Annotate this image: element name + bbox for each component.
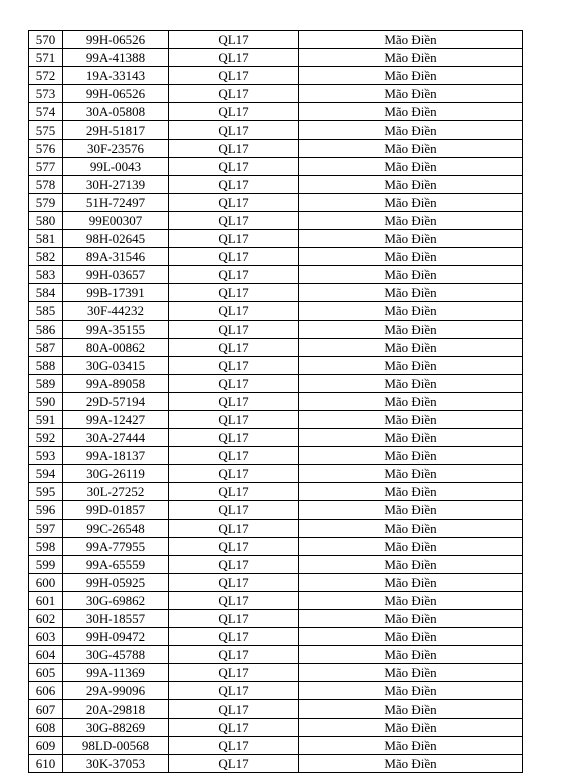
- route-cell: QL17: [169, 483, 299, 501]
- route-cell: QL17: [169, 338, 299, 356]
- route-cell: QL17: [169, 175, 299, 193]
- route-cell: QL17: [169, 248, 299, 266]
- table-row: [29, 700, 523, 718]
- route-cell: QL17: [169, 573, 299, 591]
- plate-number-cell: 29H-51817: [63, 121, 169, 139]
- table-body: [29, 31, 523, 773]
- table-row: [29, 754, 523, 772]
- route-cell: QL17: [169, 628, 299, 646]
- route-cell: QL17: [169, 429, 299, 447]
- route-cell: QL17: [169, 211, 299, 229]
- plate-number-cell: 99A-77955: [63, 537, 169, 555]
- location-cell: Mão Điền: [299, 230, 523, 248]
- route-cell: QL17: [169, 320, 299, 338]
- location-cell: Mão Điền: [299, 610, 523, 628]
- plate-number-cell: 30H-18557: [63, 610, 169, 628]
- row-number-cell: 608: [29, 718, 63, 736]
- route-cell: QL17: [169, 447, 299, 465]
- table-row: [29, 85, 523, 103]
- route-cell: QL17: [169, 700, 299, 718]
- location-cell: Mão Điền: [299, 67, 523, 85]
- location-cell: Mão Điền: [299, 31, 523, 49]
- row-number-cell: 592: [29, 429, 63, 447]
- plate-number-cell: 30F-44232: [63, 302, 169, 320]
- table-row: [29, 284, 523, 302]
- route-cell: QL17: [169, 718, 299, 736]
- row-number-cell: 570: [29, 31, 63, 49]
- location-cell: Mão Điền: [299, 429, 523, 447]
- location-cell: Mão Điền: [299, 121, 523, 139]
- row-number-cell: 596: [29, 501, 63, 519]
- row-number-cell: 598: [29, 537, 63, 555]
- table-row: [29, 175, 523, 193]
- location-cell: Mão Điền: [299, 356, 523, 374]
- location-cell: Mão Điền: [299, 193, 523, 211]
- table-row: [29, 646, 523, 664]
- row-number-cell: 578: [29, 175, 63, 193]
- table-row: [29, 718, 523, 736]
- plate-number-cell: 99H-06526: [63, 85, 169, 103]
- table-row: [29, 628, 523, 646]
- location-cell: Mão Điền: [299, 211, 523, 229]
- table-row: [29, 501, 523, 519]
- location-cell: Mão Điền: [299, 700, 523, 718]
- row-number-cell: 604: [29, 646, 63, 664]
- plate-number-cell: 99D-01857: [63, 501, 169, 519]
- route-cell: QL17: [169, 555, 299, 573]
- row-number-cell: 583: [29, 266, 63, 284]
- row-number-cell: 602: [29, 610, 63, 628]
- plate-number-cell: 99B-17391: [63, 284, 169, 302]
- row-number-cell: 574: [29, 103, 63, 121]
- location-cell: Mão Điền: [299, 49, 523, 67]
- plate-number-cell: 99A-41388: [63, 49, 169, 67]
- location-cell: Mão Điền: [299, 266, 523, 284]
- table-row: [29, 664, 523, 682]
- location-cell: Mão Điền: [299, 736, 523, 754]
- plate-number-cell: 30A-05808: [63, 103, 169, 121]
- plate-number-cell: 30G-88269: [63, 718, 169, 736]
- plate-number-cell: 30G-03415: [63, 356, 169, 374]
- route-cell: QL17: [169, 537, 299, 555]
- table-row: [29, 320, 523, 338]
- table-row: [29, 374, 523, 392]
- table-row: [29, 248, 523, 266]
- location-cell: Mão Điền: [299, 465, 523, 483]
- row-number-cell: 572: [29, 67, 63, 85]
- route-cell: QL17: [169, 139, 299, 157]
- row-number-cell: 606: [29, 682, 63, 700]
- table-row: [29, 537, 523, 555]
- row-number-cell: 610: [29, 754, 63, 772]
- row-number-cell: 607: [29, 700, 63, 718]
- row-number-cell: 593: [29, 447, 63, 465]
- location-cell: Mão Điền: [299, 664, 523, 682]
- table-row: [29, 392, 523, 410]
- row-number-cell: 586: [29, 320, 63, 338]
- location-cell: Mão Điền: [299, 718, 523, 736]
- location-cell: Mão Điền: [299, 85, 523, 103]
- route-cell: QL17: [169, 664, 299, 682]
- route-cell: QL17: [169, 682, 299, 700]
- row-number-cell: 591: [29, 410, 63, 428]
- location-cell: Mão Điền: [299, 682, 523, 700]
- table-row: [29, 211, 523, 229]
- plate-number-cell: 30G-45788: [63, 646, 169, 664]
- table-row: [29, 302, 523, 320]
- plate-number-cell: 29A-99096: [63, 682, 169, 700]
- route-cell: QL17: [169, 31, 299, 49]
- table-row: [29, 193, 523, 211]
- location-cell: Mão Điền: [299, 501, 523, 519]
- location-cell: Mão Điền: [299, 320, 523, 338]
- location-cell: Mão Điền: [299, 157, 523, 175]
- route-cell: QL17: [169, 266, 299, 284]
- row-number-cell: 589: [29, 374, 63, 392]
- table-row: [29, 573, 523, 591]
- location-cell: Mão Điền: [299, 338, 523, 356]
- plate-number-cell: 30F-23576: [63, 139, 169, 157]
- location-cell: Mão Điền: [299, 284, 523, 302]
- location-cell: Mão Điền: [299, 103, 523, 121]
- route-cell: QL17: [169, 121, 299, 139]
- table-row: [29, 230, 523, 248]
- route-cell: QL17: [169, 356, 299, 374]
- table-row: [29, 31, 523, 49]
- route-cell: QL17: [169, 49, 299, 67]
- route-cell: QL17: [169, 193, 299, 211]
- plate-number-cell: 20A-29818: [63, 700, 169, 718]
- table-row: [29, 429, 523, 447]
- table-row: [29, 736, 523, 754]
- plate-number-cell: 99A-89058: [63, 374, 169, 392]
- table-row: [29, 555, 523, 573]
- row-number-cell: 575: [29, 121, 63, 139]
- plate-number-cell: 99A-35155: [63, 320, 169, 338]
- route-cell: QL17: [169, 610, 299, 628]
- location-cell: Mão Điền: [299, 646, 523, 664]
- table-row: [29, 338, 523, 356]
- row-number-cell: 603: [29, 628, 63, 646]
- plate-number-cell: 99C-26548: [63, 519, 169, 537]
- row-number-cell: 600: [29, 573, 63, 591]
- plate-number-cell: 80A-00862: [63, 338, 169, 356]
- table-row: [29, 266, 523, 284]
- route-cell: QL17: [169, 85, 299, 103]
- row-number-cell: 576: [29, 139, 63, 157]
- plate-number-cell: 30L-27252: [63, 483, 169, 501]
- location-cell: Mão Điền: [299, 139, 523, 157]
- location-cell: Mão Điền: [299, 410, 523, 428]
- route-cell: QL17: [169, 374, 299, 392]
- row-number-cell: 594: [29, 465, 63, 483]
- table-row: [29, 483, 523, 501]
- row-number-cell: 590: [29, 392, 63, 410]
- plate-number-cell: 99H-03657: [63, 266, 169, 284]
- table-row: [29, 49, 523, 67]
- plate-number-cell: 98H-02645: [63, 230, 169, 248]
- row-number-cell: 609: [29, 736, 63, 754]
- route-cell: QL17: [169, 302, 299, 320]
- location-cell: Mão Điền: [299, 392, 523, 410]
- row-number-cell: 601: [29, 591, 63, 609]
- route-cell: QL17: [169, 736, 299, 754]
- plate-number-cell: 98LD-00568: [63, 736, 169, 754]
- table-row: [29, 465, 523, 483]
- row-number-cell: 584: [29, 284, 63, 302]
- route-cell: QL17: [169, 284, 299, 302]
- route-cell: QL17: [169, 591, 299, 609]
- plate-number-cell: 51H-72497: [63, 193, 169, 211]
- route-cell: QL17: [169, 410, 299, 428]
- table-row: [29, 610, 523, 628]
- location-cell: Mão Điền: [299, 175, 523, 193]
- plate-number-cell: 99H-09472: [63, 628, 169, 646]
- route-cell: QL17: [169, 501, 299, 519]
- route-cell: QL17: [169, 157, 299, 175]
- route-cell: QL17: [169, 754, 299, 772]
- plate-number-cell: 29D-57194: [63, 392, 169, 410]
- plate-number-cell: 99L-0043: [63, 157, 169, 175]
- row-number-cell: 597: [29, 519, 63, 537]
- row-number-cell: 580: [29, 211, 63, 229]
- table-row: [29, 121, 523, 139]
- location-cell: Mão Điền: [299, 573, 523, 591]
- plate-number-cell: 30G-69862: [63, 591, 169, 609]
- table-row: [29, 519, 523, 537]
- table-row: [29, 410, 523, 428]
- location-cell: Mão Điền: [299, 519, 523, 537]
- location-cell: Mão Điền: [299, 537, 523, 555]
- table-row: [29, 356, 523, 374]
- plate-number-cell: 30K-37053: [63, 754, 169, 772]
- route-cell: QL17: [169, 67, 299, 85]
- plate-number-cell: 30H-27139: [63, 175, 169, 193]
- table-row: [29, 447, 523, 465]
- route-cell: QL17: [169, 646, 299, 664]
- row-number-cell: 588: [29, 356, 63, 374]
- location-cell: Mão Điền: [299, 447, 523, 465]
- location-cell: Mão Điền: [299, 754, 523, 772]
- location-cell: Mão Điền: [299, 248, 523, 266]
- row-number-cell: 582: [29, 248, 63, 266]
- plate-number-cell: 99H-06526: [63, 31, 169, 49]
- table-row: [29, 157, 523, 175]
- location-cell: Mão Điền: [299, 628, 523, 646]
- location-cell: Mão Điền: [299, 591, 523, 609]
- table-row: [29, 139, 523, 157]
- row-number-cell: 585: [29, 302, 63, 320]
- plate-number-cell: 99A-65559: [63, 555, 169, 573]
- route-cell: QL17: [169, 230, 299, 248]
- location-cell: Mão Điền: [299, 302, 523, 320]
- row-number-cell: 571: [29, 49, 63, 67]
- plate-number-cell: 89A-31546: [63, 248, 169, 266]
- vehicle-table: [28, 30, 523, 773]
- route-cell: QL17: [169, 103, 299, 121]
- location-cell: Mão Điền: [299, 483, 523, 501]
- table-row: [29, 103, 523, 121]
- row-number-cell: 581: [29, 230, 63, 248]
- plate-number-cell: 30G-26119: [63, 465, 169, 483]
- plate-number-cell: 99E00307: [63, 211, 169, 229]
- table-row: [29, 682, 523, 700]
- row-number-cell: 587: [29, 338, 63, 356]
- route-cell: QL17: [169, 519, 299, 537]
- row-number-cell: 605: [29, 664, 63, 682]
- location-cell: Mão Điền: [299, 555, 523, 573]
- route-cell: QL17: [169, 465, 299, 483]
- table-row: [29, 591, 523, 609]
- row-number-cell: 577: [29, 157, 63, 175]
- location-cell: Mão Điền: [299, 374, 523, 392]
- row-number-cell: 599: [29, 555, 63, 573]
- plate-number-cell: 99A-11369: [63, 664, 169, 682]
- plate-number-cell: 99A-18137: [63, 447, 169, 465]
- table-row: [29, 67, 523, 85]
- plate-number-cell: 99H-05925: [63, 573, 169, 591]
- plate-number-cell: 19A-33143: [63, 67, 169, 85]
- row-number-cell: 579: [29, 193, 63, 211]
- row-number-cell: 595: [29, 483, 63, 501]
- plate-number-cell: 99A-12427: [63, 410, 169, 428]
- plate-number-cell: 30A-27444: [63, 429, 169, 447]
- route-cell: QL17: [169, 392, 299, 410]
- row-number-cell: 573: [29, 85, 63, 103]
